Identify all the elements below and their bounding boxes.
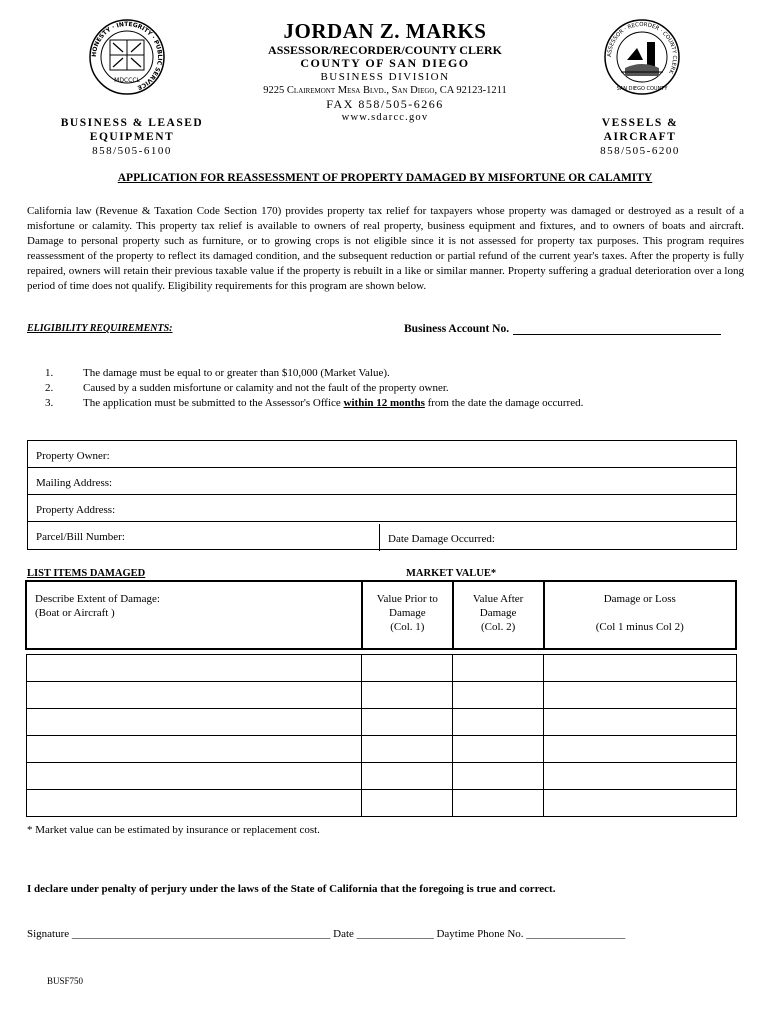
- business-account-label: Business Account No.: [404, 323, 510, 335]
- eligibility-heading-text: ELIGIBILITY REQUIREMENTS: [27, 323, 170, 334]
- website-link[interactable]: www.sdarcc.gov: [341, 112, 429, 123]
- date-damage-field[interactable]: [388, 524, 495, 554]
- business-contact-phone: 858/505-6100: [92, 145, 172, 157]
- phone-input[interactable]: __________________: [526, 928, 626, 940]
- form-title: APPLICATION FOR REASSESSMENT OF PROPERTY DAMAGED BY MISFORTUNE OR CALAMITY: [117, 172, 653, 184]
- seal-right-text: ASSESSOR · RECORDER · COUNTY CLERK: [606, 21, 678, 75]
- seal-right-bottom: SAN DIEGO COUNTY: [616, 86, 668, 92]
- phone-label: Daytime Phone No.: [436, 928, 524, 940]
- mailing-address-field[interactable]: [28, 468, 736, 495]
- list-item: [45, 381, 583, 396]
- property-owner-field[interactable]: [28, 441, 736, 468]
- assessor-name: JORDAN Z. MARKS: [283, 19, 487, 43]
- table-row[interactable]: [26, 655, 736, 682]
- mailing-address-label: Mailing Address:: [36, 477, 113, 489]
- list-item: [45, 396, 583, 411]
- req-text: The application must be submitted to the Assessor's Office within 12 months from the date the damage occurred.: [83, 397, 584, 409]
- county-name: COUNTY OF SAN DIEGO: [300, 56, 470, 70]
- list-items-heading: LIST ITEMS DAMAGED: [27, 568, 146, 579]
- col-after-header: Value After Damage (Col. 2): [453, 581, 544, 649]
- date-input[interactable]: ______________: [356, 928, 434, 940]
- table-row[interactable]: [26, 736, 736, 763]
- damage-table: [25, 580, 737, 817]
- date-damage-label: Date Damage Occurred:: [388, 533, 495, 545]
- market-value-heading: MARKET VALUE*: [406, 568, 497, 579]
- property-address-field[interactable]: [28, 495, 736, 522]
- fax-number: FAX 858/505-6266: [326, 97, 444, 111]
- table-row[interactable]: [26, 763, 736, 790]
- signature-input[interactable]: _______________________________________________: [71, 928, 331, 940]
- date-label: Date: [333, 928, 354, 940]
- signature-label: Signature: [27, 928, 70, 940]
- table-row[interactable]: [26, 790, 736, 817]
- vessels-contact-phone: 858/505-6200: [600, 145, 680, 157]
- req-text: The damage must be equal to or greater than $10,000 (Market Value).: [83, 367, 390, 379]
- business-contact: [28, 116, 236, 158]
- list-item: [45, 366, 583, 381]
- col-loss-header: Damage or Loss (Col 1 minus Col 2): [544, 581, 736, 649]
- parcel-number-field[interactable]: [28, 522, 736, 549]
- vessels-contact-title: VESSELS & AIRCRAFT: [601, 117, 679, 143]
- col-describe-header: Describe Extent of Damage: (Boat or Aircraft ): [26, 581, 362, 649]
- division-name: BUSINESS DIVISION: [320, 71, 450, 83]
- property-owner-label: Property Owner:: [36, 450, 110, 462]
- header-block: [200, 18, 570, 124]
- property-info-box: [27, 440, 737, 550]
- office-address: 9225 Clairemont Mesa Blvd., San Diego, CA 92123-1211: [263, 85, 507, 96]
- requirements-list: [45, 366, 583, 411]
- business-account-input[interactable]: [513, 322, 721, 335]
- eligibility-heading-colon: :: [169, 323, 173, 334]
- business-account-field[interactable]: [404, 322, 721, 335]
- table-row[interactable]: [26, 709, 736, 736]
- table-header-row: [26, 581, 736, 649]
- county-seal-left: [88, 18, 166, 96]
- form-number: BUSF750: [47, 976, 84, 986]
- req-number: 2.: [45, 382, 54, 394]
- property-address-label: Property Address:: [36, 504, 116, 516]
- seal-left-year: MDCCCL: [114, 77, 140, 84]
- req-deadline: within 12 months: [343, 397, 425, 409]
- business-contact-title: BUSINESS & LEASED EQUIPMENT: [60, 117, 204, 143]
- perjury-declaration: I declare under penalty of perjury under the laws of the State of California that the foregoing is true and correct.: [27, 883, 556, 895]
- parcel-number-label: Parcel/Bill Number:: [36, 531, 125, 543]
- county-seal-right: [603, 18, 681, 96]
- market-value-note: * Market value can be estimated by insurance or replacement cost.: [27, 824, 320, 836]
- office-title: ASSESSOR/RECORDER/COUNTY CLERK: [268, 43, 502, 57]
- vessels-contact: [565, 116, 715, 158]
- eligibility-heading: [27, 323, 173, 334]
- intro-paragraph: California law (Revenue & Taxation Code Section 170) provides property tax relief for taxpayers whose property was damaged or destroyed as a result of a misfortune or calamity. This property tax relief is available to owners of real property, business equipment and fixtures, and to owners of boats and aircraft. Damage to personal property such as furniture, or to growing crops is not eligible since it is not assessed for property tax purposes. This program requires reassessment of the property to reflect its damaged condition, and the subsequent reduction or partial refund of the current year's taxes. After the property is fully repaired, owners will retain their previous taxable value if the property is rebuilt in a like or similar manner. Property suffering a gradual deterioration over a long period of time does not qualify. Eligibility requirements for this program are shown below.: [27, 205, 744, 292]
- req-number: 3.: [45, 397, 54, 409]
- signature-line[interactable]: [27, 928, 625, 940]
- table-row[interactable]: [26, 682, 736, 709]
- req-number: 1.: [45, 367, 54, 379]
- col-prior-header: Value Prior to Damage (Col. 1): [362, 581, 453, 649]
- field-divider: [379, 524, 380, 551]
- req-text: Caused by a sudden misfortune or calamity and not the fault of the property owner.: [83, 382, 449, 394]
- seal-left-text: HONESTY · INTEGRITY · PUBLIC SERVICE: [90, 20, 164, 91]
